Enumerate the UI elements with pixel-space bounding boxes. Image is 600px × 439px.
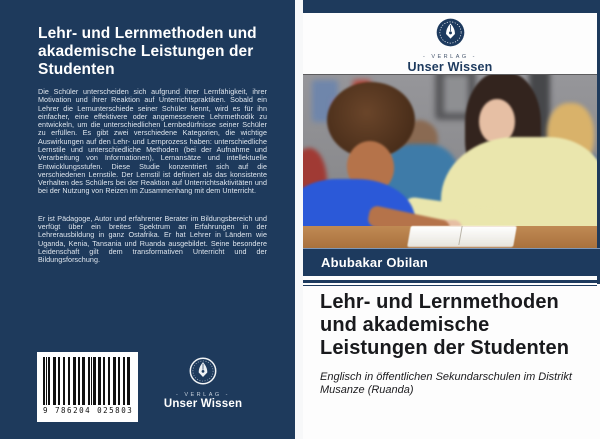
- author-bio: Er ist Pädagoge, Autor und erfahrener Berater im Bildungsbereich und verfügt über ein breites Spektrum an Erfahrungen in der Lehrerausbildung in ganz Ostafrika. Er hat Lehrer in Ländern wie Uganda, Kenia, Tansania und Ruanda ausgebildet. Seine besondere Leidenschaft gilt dem transformativen Unterricht und der Bildungsforschung.: [38, 213, 267, 265]
- author-band: [303, 248, 600, 276]
- photo-blackboard: [444, 75, 468, 113]
- publisher-name: Unser Wissen: [407, 60, 493, 74]
- book-summary: Die Schüler unterscheiden sich aufgrund ihrer Lernfähigkeit, ihrer Motivation und ihrer Reaktion auf Unterrichtspraktiken. Sobald ein Lehrer die Lernunterschiede seiner Schüler kennt, wird es für ihn einfacher, eine effektivere oder angemessenere Lehrmethodik zu entwickeln, um die unterschiedlichen Lernbedürfnisse seiner Schüler zu erfüllen. Es gibt zwei verschiedene Kategorien, die wichtige Auswirkungen auf den Lehr- und Lernprozess haben: unterschiedliche Lernstile und unterschiedliche Methoden (bei der Aufnahme und Verarbeitung von Informationen), Lernansätze und intellektuelle Entwicklungsstufen. Diese Studie konzentriert sich auf die verschiedenen Lernstile. Der Lernstil ist definiert als das konsistente Verhalten des Schülers bei der Reaktion auf Unterrichtsaktivitäten und bei der Nutzung von Reizen im Zusammenhang mit dem Unterricht.: [38, 86, 267, 196]
- imprint-label: - VERLAG -: [422, 54, 478, 60]
- pen-nib-icon: [436, 18, 465, 47]
- imprint-label: - VERLAG -: [175, 392, 231, 398]
- cover-photo: [303, 74, 597, 248]
- double-rule: [303, 280, 597, 286]
- isbn-barcode: [37, 352, 138, 422]
- publisher-logo-top: [303, 18, 597, 74]
- front-panel: [303, 0, 600, 439]
- publisher-name: Unser Wissen: [163, 398, 243, 410]
- book-title: Lehr- und Lernmethoden und akademische Leistungen der Studenten: [320, 291, 570, 360]
- author-name: Abubakar Obilan: [321, 255, 429, 270]
- book-subtitle: Englisch in öffentlichen Sekundarschulen im Distrikt Musanze (Ruanda): [320, 370, 572, 397]
- title-block: [320, 291, 594, 398]
- left-panel: [0, 0, 295, 439]
- back-title: Lehr- und Lernmethoden und akademische Leistungen der Studenten: [38, 25, 257, 78]
- panel-divider: [295, 0, 303, 439]
- pen-nib-icon: [189, 357, 217, 385]
- publisher-logo-bottom: [158, 357, 248, 410]
- top-bar: [303, 0, 600, 13]
- barcode-number: 9 786204 025803: [43, 406, 134, 415]
- barcode-bars-icon: [43, 357, 132, 405]
